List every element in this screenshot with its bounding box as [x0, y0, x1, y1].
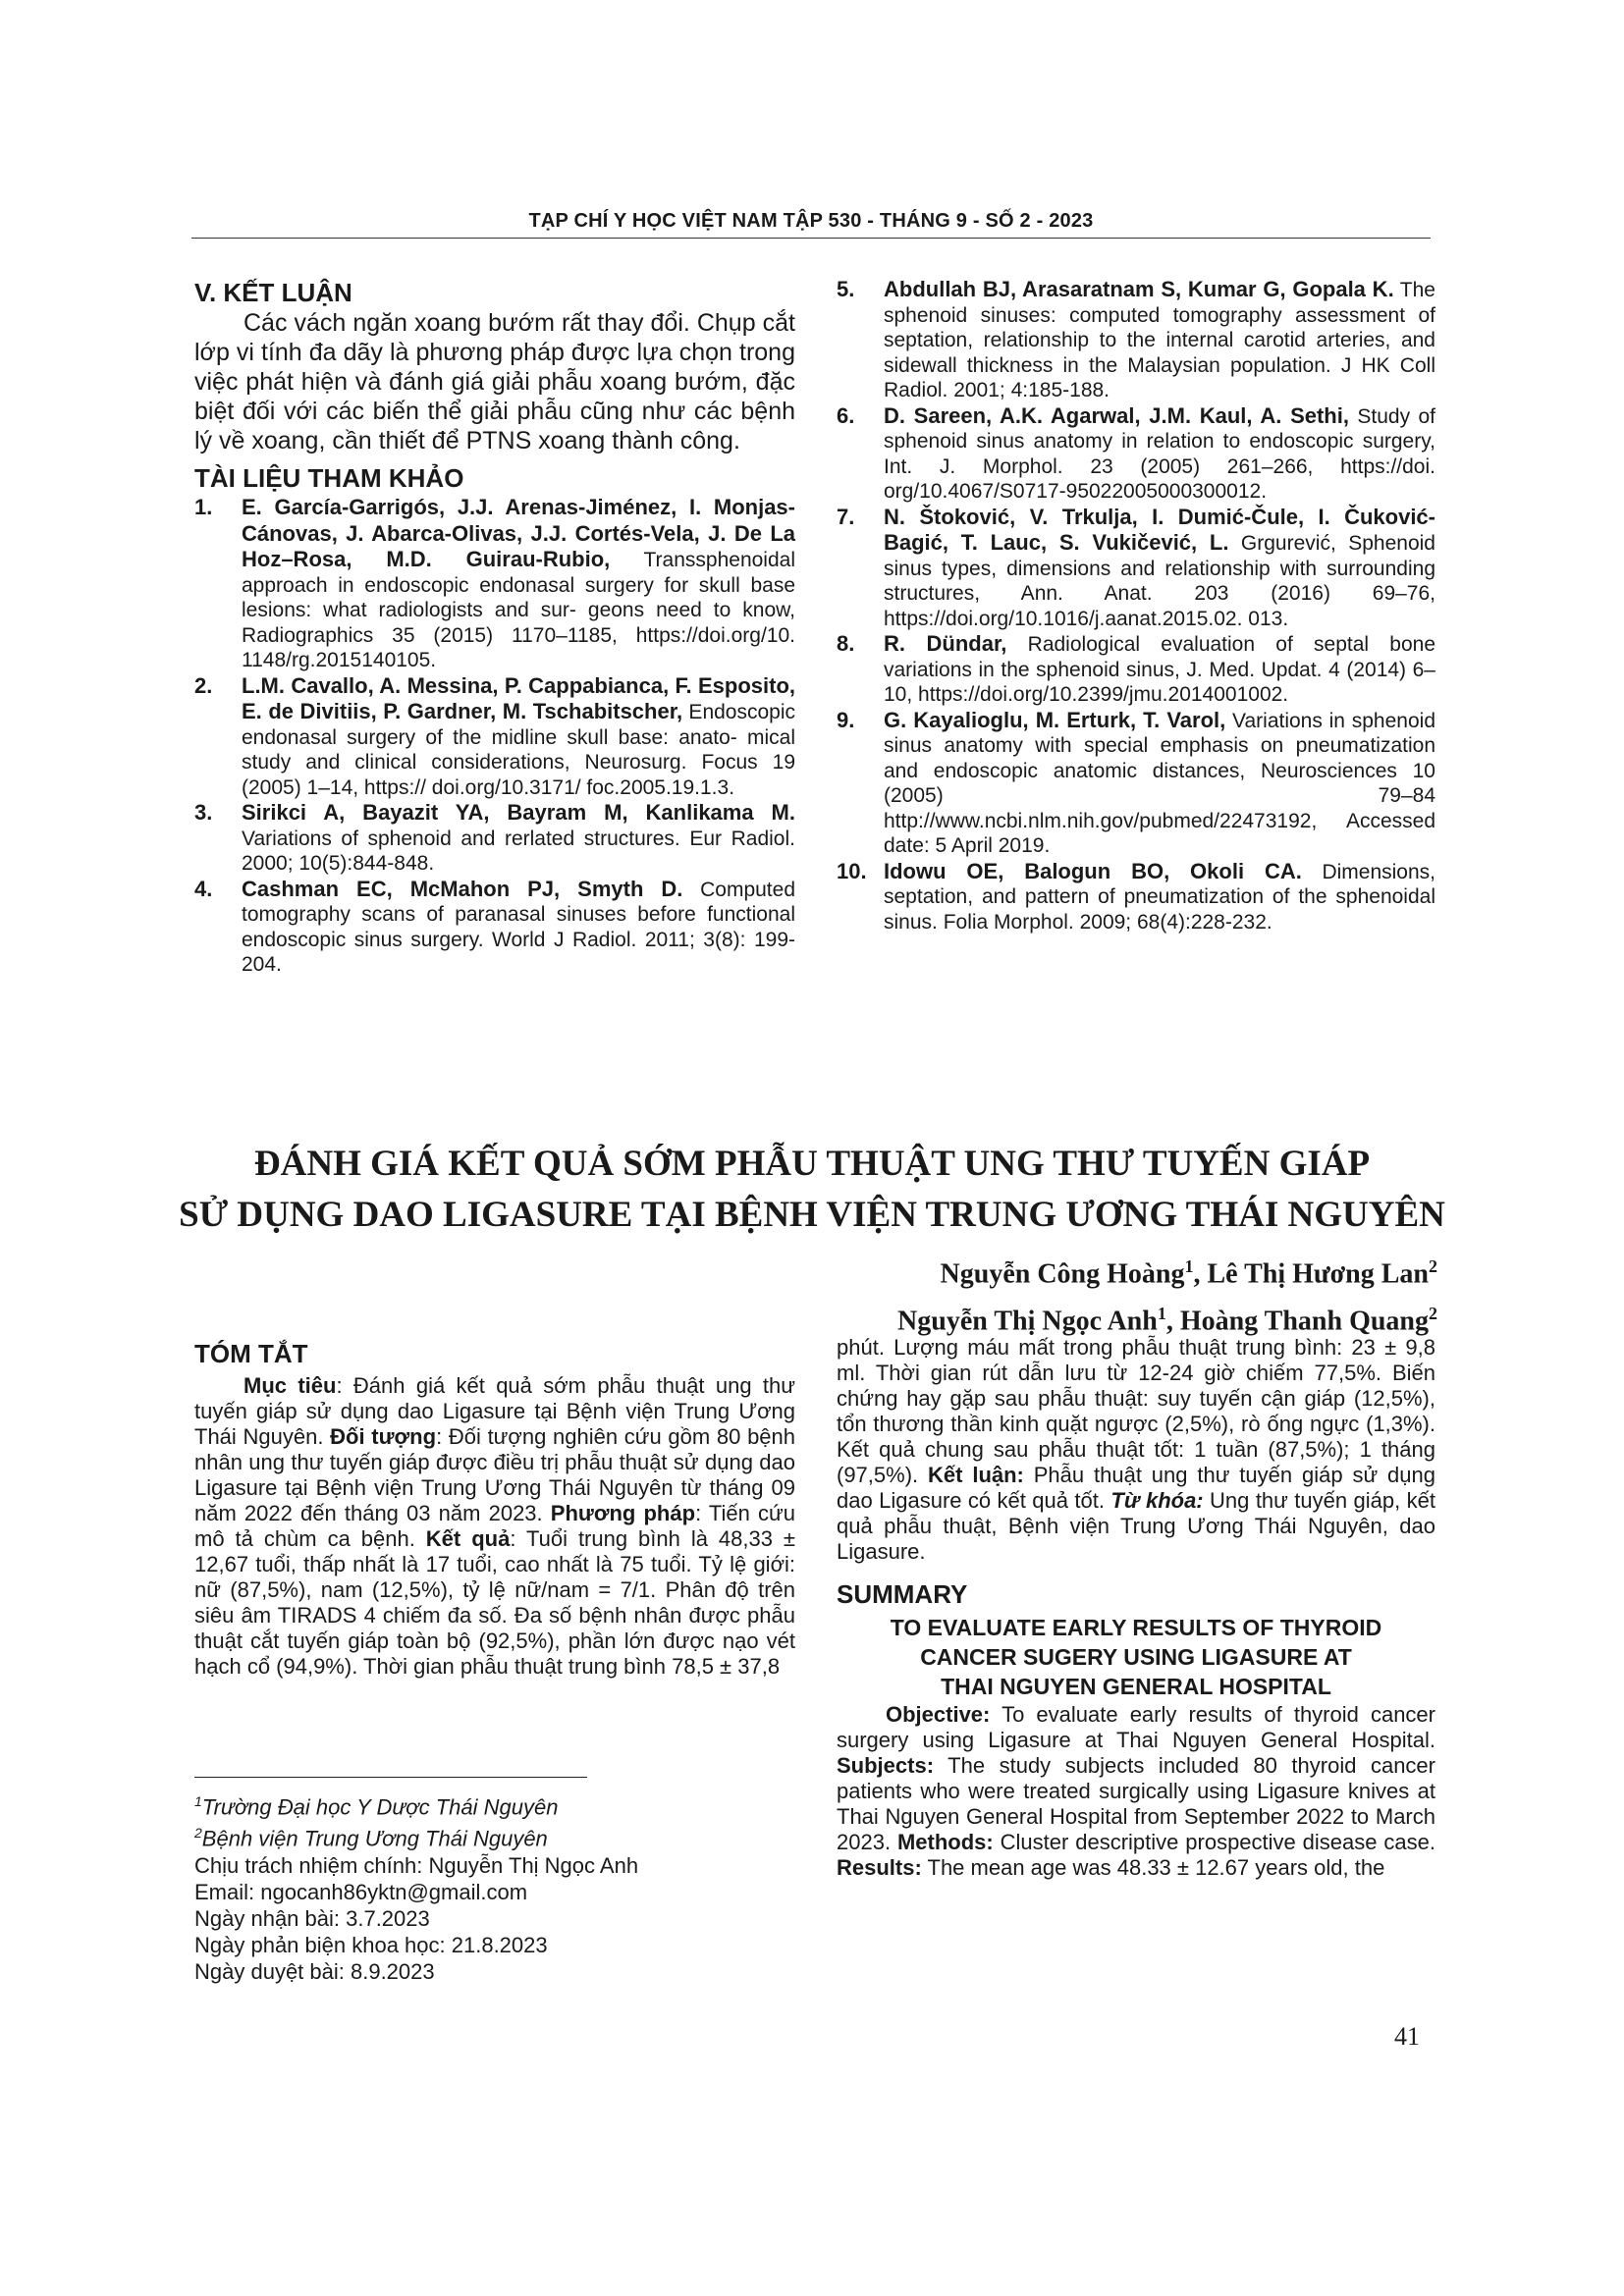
reference-details: Dimensions, septation, and pattern of pneumatization of the sphenoidal sinus. Folia Morphol. 2009; 68(4):228-232.	[884, 860, 1435, 934]
conclusion-heading: V. KẾT LUẬN	[194, 278, 352, 307]
corresponding-email: Email: ngocanh86yktn@gmail.com	[194, 1879, 528, 1904]
reference-details: Computed tomography scans of paranasal sinuses before functional endoscopic sinus surgery. World J Radiol. 2011; 3(8): 199-204.	[242, 878, 795, 976]
summary-title-line: TO EVALUATE EARLY RESULTS OF THYROID	[890, 1615, 1382, 1640]
abstract-text: : Đánh giá kết quả sớm phẫu thuật ung thư tuyến giáp sử dụng dao Ligasure tại Bệnh viện Trung Ương Thái Nguyên.	[194, 1373, 795, 1449]
reference-item	[837, 505, 1435, 632]
reference-details: Variations in sphenoid sinus anatomy with special emphasis on pneumatization and endoscopic anatomic distances, Neurosciences 10 (2005) 79–84 http://www.ncbi.nlm.nih.gov/pubmed/22473192, Accessed date: 5 April 2019.	[884, 709, 1435, 857]
affiliation-footnote	[194, 1789, 795, 1820]
header-rule	[191, 238, 1431, 239]
conclusion-text: Các vách ngăn xoang bướm rất thay đổi. Chụp cắt lớp vi tính đa dãy là phương pháp được lựa chọn trong việc phát hiện và đánh giá giải phẫu xoang bướm, đặc biệt đối với các biến thể giải phẫu cũng như các bệnh lý về xoang, cần thiết để PTNS xoang thành công.	[194, 309, 795, 454]
reference-number: 1.	[194, 495, 213, 519]
abstract-text: phút. Lượng máu mất trong phẫu thuật trung bình: 23 ± 9,8 ml. Thời gian rút dẫn lưu từ 12-24 giờ chiếm 77,5%. Biến chứng hay gặp sau phẫu thuật: suy tuyến cận giáp (12,5%), tổn thương thần kinh quặt ngược (2,5%), rò ống ngực (1,3%). Kết quả chung sau phẫu thuật tốt: 1 tuần (87,5%); 1 tháng (97,5%).	[837, 1335, 1435, 1487]
abstract-heading: TÓM TẮT	[194, 1339, 308, 1368]
affiliation-text: Trường Đại học Y Dược Thái Nguyên	[201, 1794, 559, 1820]
reference-number: 9.	[837, 707, 855, 732]
abstract-label: Kết luận:	[928, 1463, 1024, 1487]
article-title-line: ĐÁNH GIÁ KẾT QUẢ SỚM PHẪU THUẬT UNG THƯ TUYẾN GIÁP	[253, 1144, 1371, 1184]
reference-number: 6.	[837, 402, 855, 428]
reference-authors: E. García-Garrigós, J.J. Arenas-Jiménez, I. Monjas-Cánovas, J. Abarca-Olivas, J.J. Cortés-Vela, J. De La Hoz–Rosa, M.D. Guirau-Rubio,	[242, 495, 795, 571]
summary-text: The mean age was 48.33 ± 12.67 years old, the	[921, 1855, 1385, 1880]
summary-text: The study subjects included 80 thyroid cancer patients who were treated surgically using Ligasure knives at Thai Nguyen General Hospital from September 2022 to March 2023.	[837, 1753, 1435, 1854]
reference-item	[194, 495, 795, 673]
reference-authors: R. Dündar,	[884, 631, 1007, 656]
right-column-top	[837, 277, 1435, 934]
reference-details: Radiological evaluation of septal bone variations in the sphenoid sinus, J. Med. Updat. 4 (2014) 6–10, https://doi.org/10.2399/jmu.2014001002.	[884, 633, 1435, 706]
abstract-left-column	[194, 1338, 795, 1680]
reference-authors: Abdullah BJ, Arasaratnam S, Kumar G, Gopala K.	[884, 277, 1394, 301]
summary-heading: SUMMARY	[837, 1579, 968, 1609]
reference-number: 2.	[194, 672, 213, 698]
reference-details: Variations of sphenoid and rerlated structures. Eur Radiol. 2000; 10(5):844-848.	[242, 827, 795, 875]
summary-label: Subjects:	[837, 1753, 935, 1778]
left-column-top	[194, 277, 795, 978]
keywords-text: Ung thư tuyến giáp, kết quả phẫu thuật, Bệnh viện Trung Ương Thái Nguyên, dao Ligasure.	[837, 1488, 1435, 1564]
date-accepted: Ngày duyệt bài: 8.9.2023	[194, 1958, 435, 1984]
abstract-label: Kết quả	[425, 1526, 511, 1551]
reference-item	[837, 277, 1435, 403]
article-authors	[897, 1247, 1437, 1342]
reference-item	[837, 631, 1435, 708]
reference-authors: G. Kayalioglu, M. Erturk, T. Varol,	[884, 707, 1226, 732]
abstract-text: : Tuổi trung bình là 48,33 ± 12,67 tuổi, thấp nhất là 17 tuổi, cao nhất là 75 tuổi. Tỷ lệ giới: nữ (87,5%), nam (12,5%), tỷ lệ nữ/nam = 7/1. Phân độ trên siêu âm TIRADS 4 chiếm đa số. Đa số bệnh nhân được phẫu thuật cắt tuyến giáp toàn bộ (92,5%), phần lớn được nạo vét hạch cổ (94,9%). Thời gian phẫu thuật trung bình 78,5 ± 37,8	[194, 1526, 795, 1679]
abstract-text: : Đối tượng nghiên cứu gồm 80 bệnh nhân ung thư tuyến giáp được điều trị phẫu thuật sử dụng dao Ligasure tại Bệnh viện Trung Ương Thái Nguyên từ tháng 09 năm 2022 đến tháng 03 năm 2023.	[194, 1424, 796, 1525]
reference-details: Transsphenoidal approach in endoscopic endonasal surgery for skull base lesions: what radiologists and sur- geons need to know, Radiographics 35 (2015) 1170–1185, https://doi.org/10. 1148/rg.2015140105.	[242, 549, 795, 671]
abstract-label: Phương pháp	[550, 1501, 696, 1525]
author-name: Nguyễn Công Hoàng	[940, 1258, 1185, 1290]
affiliation-footnote	[194, 1820, 795, 1851]
reference-authors: D. Sareen, A.K. Agarwal, J.M. Kaul, A. Sethi,	[884, 402, 1349, 428]
affiliation-mark: 1	[1184, 1256, 1194, 1276]
reference-authors: N. Štoković, V. Trkulja, I. Dumić-Čule, I. Čuković-Bagić, T. Lauc, S. Vukičević, L.	[884, 504, 1435, 555]
abstract-paragraph-continued	[837, 1335, 1435, 1565]
affiliation-mark: 1	[1157, 1304, 1166, 1324]
author-name: Nguyễn Thị Ngọc Anh	[897, 1306, 1158, 1337]
reference-number: 8.	[837, 631, 855, 656]
keywords-label: Từ khóa:	[1110, 1488, 1204, 1513]
abstract-label: Đối tượng	[330, 1424, 437, 1449]
reference-authors: L.M. Cavallo, A. Messina, P. Cappabianca, F. Esposito, E. de Divitiis, P. Gardner, M. Tschabitscher,	[242, 672, 795, 723]
abstract-paragraph	[194, 1373, 795, 1680]
author-line	[897, 1247, 1437, 1294]
summary-label: Methods:	[896, 1830, 994, 1854]
summary-text: To evaluate early results of thyroid cancer surgery using Ligasure at Thai Nguyen General Hospital.	[837, 1702, 1435, 1752]
page-number: 41	[1394, 2022, 1420, 2051]
reference-item	[194, 800, 795, 877]
summary-label: Objective:	[886, 1702, 991, 1727]
reference-details: Grgurević, Sphenoid sinus types, dimensions and relationship with surrounding structures, Ann. Anat. 203 (2016) 69–76, https://doi.org/10.1016/j.aanat.2015.02. 013.	[884, 532, 1435, 630]
reference-number: 4.	[194, 876, 213, 901]
reference-number: 3.	[194, 800, 213, 825]
author-separator: ,	[1165, 1306, 1180, 1337]
reference-item	[837, 403, 1435, 505]
reference-authors: Sirikci A, Bayazit YA, Bayram M, Kanlikama M.	[242, 800, 795, 825]
reference-details: Endoscopic endonasal surgery of the midline skull base: anato- mical study and clinical considerations, Neurosurg. Focus 19 (2005) 1–14, https:// doi.org/10.3171/ foc.2005.19.1.3.	[242, 701, 796, 799]
abstract-right-column	[837, 1335, 1435, 1881]
reference-details: The sphenoid sinuses: computed tomography assessment of septation, relationship to the internal carotid arteries, and sidewall thickness in the Malaysian population. J HK Coll Radiol. 2001; 4:185-188.	[884, 279, 1435, 401]
reference-details: Study of sphenoid sinus anatomy in relation to endoscopic surgery, Int. J. Morphol. 23 (2005) 261–266, https://doi. org/10.4067/S0717-95022005000300012.	[884, 404, 1436, 503]
abstract-text: : Tiến cứu mô tả chùm ca bệnh.	[194, 1501, 795, 1551]
reference-number: 5.	[837, 277, 855, 301]
author-name: Lê Thị Hương Lan	[1207, 1258, 1429, 1290]
affiliation-mark: 2	[1429, 1256, 1437, 1276]
reference-authors: Cashman EC, McMahon PJ, Smyth D.	[242, 876, 683, 901]
summary-text: Cluster descriptive prospective disease case.	[993, 1830, 1435, 1854]
affiliation-mark: 1	[194, 1793, 202, 1809]
reference-number: 7.	[837, 504, 855, 529]
reference-authors: Idowu OE, Balogun BO, Okoli CA.	[884, 858, 1302, 883]
reference-item	[837, 859, 1435, 935]
abstract-text: Phẫu thuật ung thư tuyến giáp sử dụng dao Ligasure có kết quả tốt.	[837, 1463, 1435, 1513]
references-heading: TÀI LIỆU THAM KHẢO	[194, 463, 464, 493]
reference-item	[837, 708, 1435, 859]
summary-label: Results:	[837, 1855, 922, 1880]
reference-item	[194, 673, 795, 801]
corresponding-author: Chịu trách nhiệm chính: Nguyễn Thị Ngọc Anh	[194, 1852, 639, 1878]
summary-title-line: THAI NGUYEN GENERAL HOSPITAL	[941, 1674, 1331, 1699]
author-separator: ,	[1193, 1258, 1208, 1290]
footnotes	[194, 1789, 795, 1985]
article-title	[147, 1139, 1477, 1241]
summary-paragraph	[837, 1702, 1435, 1881]
reference-item	[194, 877, 795, 978]
article-title-line: SỬ DỤNG DAO LIGASURE TẠI BỆNH VIỆN TRUNG ƯƠNG THÁI NGUYÊN	[179, 1195, 1445, 1235]
abstract-label: Mục tiêu	[244, 1373, 337, 1398]
affiliation-text: Bệnh viện Trung Ương Thái Nguyên	[201, 1826, 548, 1851]
footnote-rule	[194, 1777, 587, 1778]
date-received: Ngày nhận bài: 3.7.2023	[194, 1905, 430, 1931]
date-reviewed: Ngày phản biện khoa học: 21.8.2023	[194, 1932, 548, 1957]
author-name: Hoàng Thanh Quang	[1179, 1306, 1429, 1337]
affiliation-mark: 2	[1429, 1304, 1437, 1324]
reference-number: 10.	[837, 858, 867, 883]
summary-title-line: CANCER SUGERY USING LIGASURE AT	[920, 1644, 1352, 1670]
running-header: TẠP CHÍ Y HỌC VIỆT NAM TẬP 530 - THÁNG 9 - SỐ 2 - 2023	[528, 210, 1094, 232]
affiliation-mark: 2	[194, 1825, 202, 1842]
